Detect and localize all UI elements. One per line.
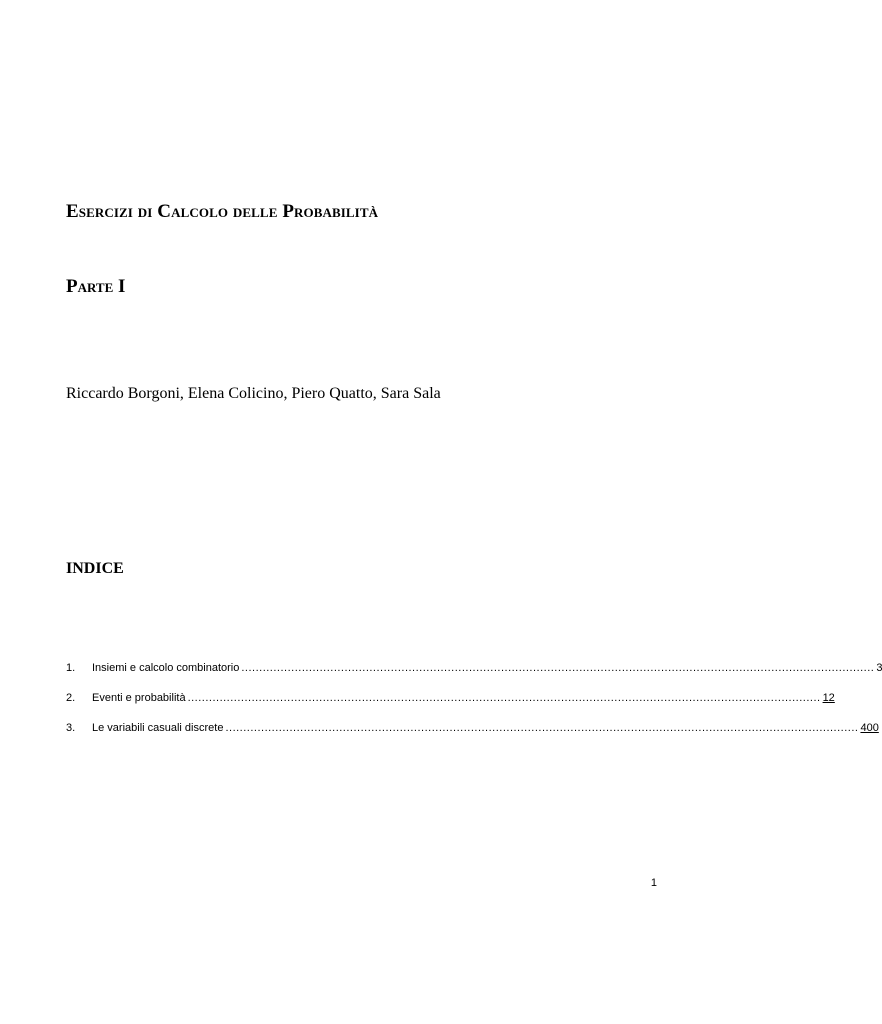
table-of-contents <box>66 660 882 750</box>
document-title: Esercizi di Calcolo delle Probabilità <box>66 201 379 222</box>
toc-entry-number: 2. <box>66 692 76 704</box>
toc-entry-number: 3. <box>66 722 76 734</box>
toc-dot-leader: .................................................................................................................................................................................. <box>241 662 875 674</box>
toc-entry-label: Le variabili casuali discrete <box>92 722 224 734</box>
toc-heading: INDICE <box>66 560 124 577</box>
toc-entry-label: Eventi e probabilità <box>92 692 186 704</box>
document-subtitle: Parte I <box>66 276 126 297</box>
toc-entry-page: 400 <box>860 722 879 734</box>
toc-dot-leader: .................................................................................................................................................................................. <box>187 692 821 704</box>
toc-entry-page: 12 <box>822 692 835 704</box>
toc-entry-label: Insiemi e calcolo combinatorio <box>92 662 240 674</box>
toc-entry[interactable] <box>66 690 835 706</box>
toc-entry[interactable] <box>66 720 879 736</box>
toc-entry-page: 3 <box>876 662 882 674</box>
toc-entry[interactable] <box>66 660 882 676</box>
toc-entry-number: 1. <box>66 662 76 674</box>
page-number: 1 <box>650 877 657 889</box>
authors-line: Riccardo Borgoni, Elena Colicino, Piero Quatto, Sara Sala <box>66 385 441 402</box>
toc-dot-leader: .................................................................................................................................................................................. <box>225 722 859 734</box>
